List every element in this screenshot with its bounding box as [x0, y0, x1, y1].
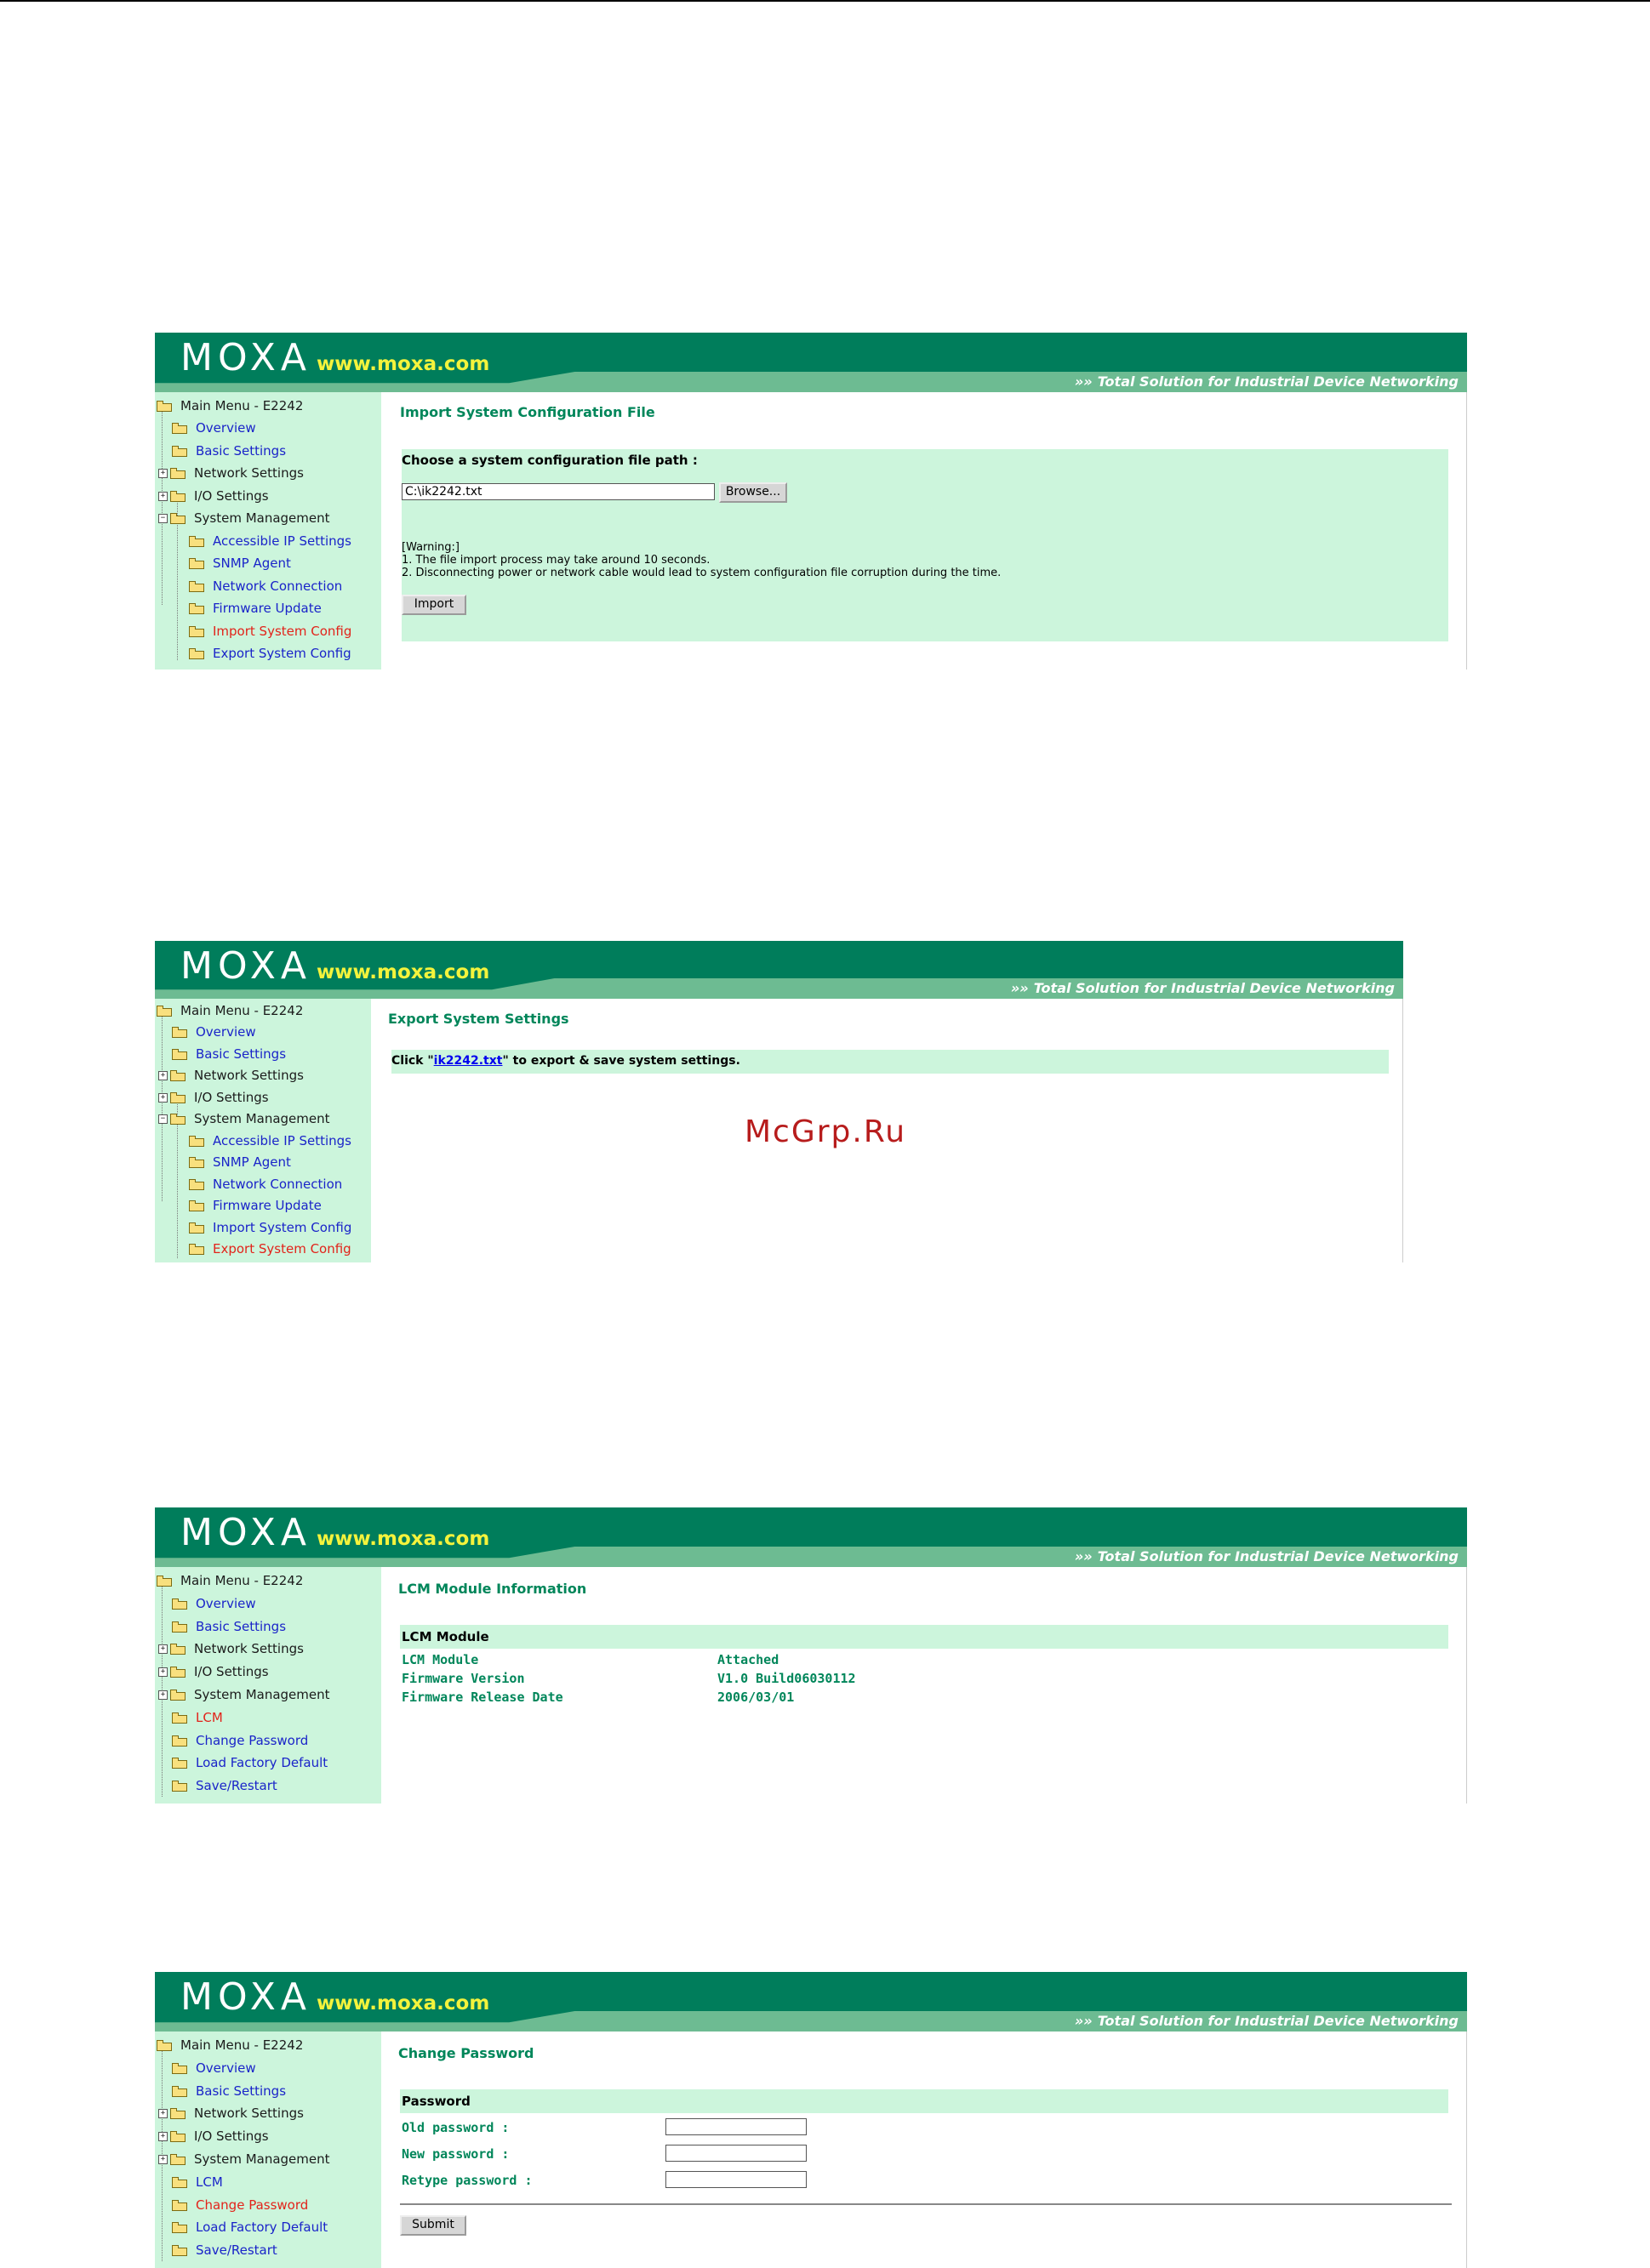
import-button[interactable]: Import: [402, 595, 466, 615]
page-title: Change Password: [398, 2045, 534, 2061]
menu-item-lcm[interactable]: LCM: [172, 1707, 223, 1729]
folder-icon: [189, 558, 204, 569]
menu-item-system-management[interactable]: − System Management: [158, 507, 330, 529]
new-password-input[interactable]: [665, 2145, 807, 2162]
retype-password-input[interactable]: [665, 2171, 807, 2188]
expand-plus-icon[interactable]: +: [158, 469, 168, 478]
folder-icon: [172, 1598, 187, 1610]
folder-open-icon: [157, 1576, 172, 1587]
folder-icon: [172, 1735, 187, 1747]
expand-plus-icon[interactable]: +: [158, 2132, 168, 2141]
folder-icon: [170, 1667, 186, 1678]
export-instruction: Click "ik2242.txt" to export & save system settings.: [391, 1054, 740, 1068]
firmware-date-label: Firmware Release Date: [402, 1690, 563, 1705]
folder-icon: [172, 1712, 187, 1724]
browse-button[interactable]: Browse...: [719, 482, 787, 503]
menu-root[interactable]: Main Menu - E2242: [157, 1000, 303, 1022]
expand-plus-icon[interactable]: +: [158, 1690, 168, 1700]
folder-icon: [170, 2108, 186, 2119]
export-config-screen: [155, 941, 1403, 1262]
firmware-version-label: Firmware Version: [402, 1671, 525, 1686]
expand-plus-icon[interactable]: +: [158, 1071, 168, 1080]
content-area: [381, 392, 1467, 670]
menu-item-io-settings[interactable]: + I/O Settings: [158, 2125, 269, 2147]
menu-item-change-password[interactable]: Change Password: [172, 2194, 308, 2216]
folder-icon: [189, 626, 204, 637]
menu-item-io-settings[interactable]: + I/O Settings: [158, 1661, 269, 1683]
warning-line-1: 1. The file import process may take around 10 seconds.: [402, 554, 711, 567]
menu-item-accessible-ip[interactable]: Accessible IP Settings: [189, 530, 351, 552]
menu-item-basic-settings[interactable]: Basic Settings: [172, 1616, 286, 1638]
export-file-link[interactable]: ik2242.txt: [433, 1054, 503, 1068]
folder-icon: [170, 1690, 186, 1701]
menu-item-snmp-agent[interactable]: SNMP Agent: [189, 552, 291, 574]
collapse-minus-icon[interactable]: −: [158, 514, 168, 523]
moxa-header: [155, 941, 1403, 999]
menu-item-network-settings[interactable]: + Network Settings: [158, 462, 304, 484]
expand-plus-icon[interactable]: +: [158, 2155, 168, 2164]
section-title: Password: [402, 2094, 471, 2109]
folder-icon: [170, 1644, 186, 1655]
submit-button[interactable]: Submit: [400, 2215, 466, 2236]
menu-item-load-factory-default[interactable]: Load Factory Default: [172, 2216, 328, 2238]
moxa-logo[interactable]: MOXA www.moxa.com: [180, 1975, 490, 2019]
sidebar-menu: [155, 999, 371, 1262]
folder-icon: [172, 2177, 187, 2188]
folder-open-icon: [157, 1006, 172, 1017]
menu-root[interactable]: Main Menu - E2242: [157, 2034, 303, 2056]
menu-item-system-management[interactable]: − System Management: [158, 1108, 330, 1130]
old-password-input[interactable]: [665, 2118, 807, 2135]
tagline: »» Total Solution for Industrial Device Networking: [1074, 2013, 1459, 2029]
menu-item-network-connection[interactable]: Network Connection: [189, 1173, 342, 1195]
expand-plus-icon[interactable]: +: [158, 1093, 168, 1103]
password-section-header: [400, 2089, 1448, 2113]
change-password-screen: [155, 1972, 1467, 2268]
menu-item-accessible-ip[interactable]: Accessible IP Settings: [189, 1130, 351, 1152]
warning-line-2: 2. Disconnecting power or network cable would lead to system configuration file corruption during the time.: [402, 567, 1002, 579]
folder-icon: [189, 1222, 204, 1234]
export-panel: [391, 1050, 1389, 1074]
menu-item-import-config[interactable]: Import System Config: [189, 1217, 351, 1239]
folder-icon: [189, 603, 204, 614]
folder-icon: [189, 1179, 204, 1190]
watermark: McGrp.Ru: [745, 1114, 907, 1149]
warning-title: [Warning:]: [402, 541, 460, 554]
menu-item-save-restart[interactable]: Save/Restart: [172, 2239, 277, 2261]
folder-icon: [170, 468, 186, 479]
folder-icon: [172, 2200, 187, 2211]
folder-icon: [189, 536, 204, 547]
menu-item-change-password[interactable]: Change Password: [172, 1729, 308, 1752]
expand-plus-icon[interactable]: +: [158, 1667, 168, 1677]
menu-item-overview[interactable]: Overview: [172, 1021, 256, 1043]
folder-icon: [172, 2086, 187, 2097]
sidebar-menu: [155, 2032, 381, 2268]
section-title: LCM Module: [402, 1629, 489, 1644]
menu-item-firmware-update[interactable]: Firmware Update: [189, 597, 322, 619]
moxa-header: [155, 1972, 1467, 2032]
folder-open-icon: [170, 513, 186, 524]
menu-item-system-management[interactable]: + System Management: [158, 1684, 330, 1706]
menu-item-system-management[interactable]: + System Management: [158, 2148, 330, 2170]
old-password-label: Old password :: [402, 2120, 510, 2135]
page-title: Import System Configuration File: [400, 404, 655, 420]
folder-icon: [172, 2063, 187, 2074]
menu-item-io-settings[interactable]: + I/O Settings: [158, 485, 269, 507]
menu-item-lcm[interactable]: LCM: [172, 2171, 223, 2193]
moxa-logo[interactable]: MOXA www.moxa.com: [180, 336, 490, 379]
choose-path-label: Choose a system configuration file path :: [402, 453, 698, 468]
folder-icon: [189, 1157, 204, 1168]
file-path-input[interactable]: C:\ik2242.txt: [402, 483, 715, 500]
folder-icon: [189, 1136, 204, 1147]
sidebar-menu: [155, 392, 381, 670]
menu-item-io-settings[interactable]: + I/O Settings: [158, 1086, 269, 1108]
menu-item-network-connection[interactable]: Network Connection: [189, 575, 342, 597]
menu-item-load-factory-default[interactable]: Load Factory Default: [172, 1752, 328, 1774]
tagline: »» Total Solution for Industrial Device Networking: [1074, 373, 1459, 390]
expand-plus-icon[interactable]: +: [158, 2109, 168, 2118]
folder-icon: [172, 1621, 187, 1633]
folder-icon: [172, 1781, 187, 1792]
folder-icon: [172, 2222, 187, 2233]
menu-item-basic-settings[interactable]: Basic Settings: [172, 2080, 286, 2102]
menu-item-overview[interactable]: Overview: [172, 417, 256, 439]
tagline: »» Total Solution for Industrial Device Networking: [1074, 1548, 1459, 1564]
folder-icon: [172, 423, 187, 434]
menu-item-snmp-agent[interactable]: SNMP Agent: [189, 1151, 291, 1173]
lcm-module-label: LCM Module: [402, 1652, 479, 1667]
menu-item-export-config[interactable]: Export System Config: [189, 642, 351, 664]
menu-item-network-settings[interactable]: + Network Settings: [158, 1638, 304, 1660]
menu-item-overview[interactable]: Overview: [172, 1593, 256, 1615]
page-title: LCM Module Information: [398, 1581, 587, 1597]
menu-item-basic-settings[interactable]: Basic Settings: [172, 440, 286, 462]
firmware-date-value: 2006/03/01: [717, 1690, 795, 1705]
folder-icon: [170, 2131, 186, 2142]
lcm-module-value: Attached: [717, 1652, 779, 1667]
lcm-section-header: [400, 1625, 1448, 1649]
moxa-header: [155, 1507, 1467, 1567]
lcm-info-screen: [155, 1507, 1467, 1804]
moxa-header: [155, 333, 1467, 392]
folder-icon: [172, 1027, 187, 1038]
tagline: »» Total Solution for Industrial Device Networking: [1010, 980, 1395, 996]
menu-root[interactable]: Main Menu - E2242: [157, 395, 303, 417]
folder-open-icon: [170, 1114, 186, 1125]
folder-icon: [172, 1758, 187, 1769]
page-title: Export System Settings: [388, 1011, 569, 1027]
folder-open-icon: [157, 2040, 172, 2051]
expand-plus-icon[interactable]: +: [158, 1644, 168, 1654]
page-top-rule: [0, 0, 1650, 2]
divider: [400, 2203, 1452, 2205]
import-panel: [402, 449, 1448, 641]
folder-icon: [170, 491, 186, 502]
moxa-logo[interactable]: MOXA www.moxa.com: [180, 944, 490, 988]
menu-item-import-config[interactable]: Import System Config: [189, 620, 351, 642]
folder-icon: [170, 1070, 186, 1081]
content-area: [381, 2032, 1467, 2268]
folder-icon: [172, 1049, 187, 1060]
menu-item-basic-settings[interactable]: Basic Settings: [172, 1043, 286, 1065]
moxa-logo[interactable]: MOXA www.moxa.com: [180, 1511, 490, 1554]
collapse-minus-icon[interactable]: −: [158, 1114, 168, 1124]
sidebar-menu: [155, 1567, 381, 1804]
folder-icon: [189, 581, 204, 592]
import-config-screen: [155, 333, 1467, 670]
folder-icon: [170, 1092, 186, 1103]
folder-icon: [172, 2245, 187, 2256]
folder-icon: [189, 1200, 204, 1211]
firmware-version-value: V1.0 Build06030112: [717, 1671, 856, 1686]
content-area: [381, 1567, 1467, 1804]
folder-icon: [170, 2154, 186, 2165]
folder-icon: [172, 446, 187, 457]
menu-root[interactable]: Main Menu - E2242: [157, 1570, 303, 1592]
menu-item-network-settings[interactable]: + Network Settings: [158, 1064, 304, 1086]
menu-item-firmware-update[interactable]: Firmware Update: [189, 1194, 322, 1217]
folder-open-icon: [157, 401, 172, 412]
folder-icon: [189, 648, 204, 659]
folder-icon: [189, 1244, 204, 1255]
new-password-label: New password :: [402, 2146, 510, 2162]
menu-item-save-restart[interactable]: Save/Restart: [172, 1775, 277, 1797]
menu-item-network-settings[interactable]: + Network Settings: [158, 2102, 304, 2124]
menu-item-export-config[interactable]: Export System Config: [189, 1238, 351, 1260]
retype-password-label: Retype password :: [402, 2173, 533, 2188]
menu-item-overview[interactable]: Overview: [172, 2057, 256, 2079]
expand-plus-icon[interactable]: +: [158, 492, 168, 501]
